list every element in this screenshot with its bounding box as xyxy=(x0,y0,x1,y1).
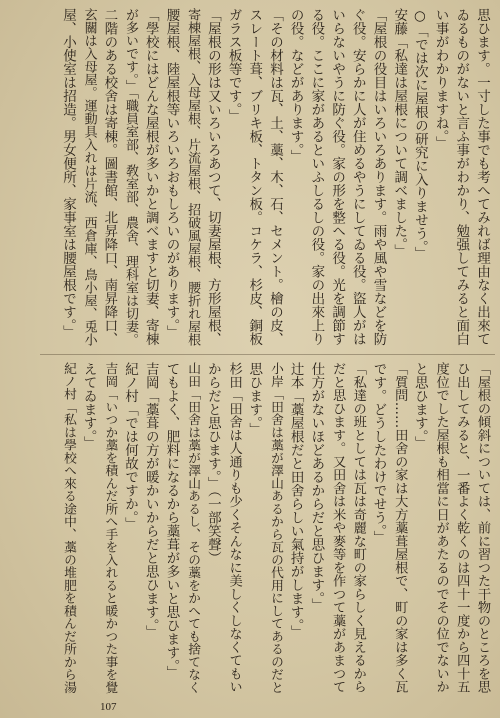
text-column: 思ひます。一寸した事でも考へてみれば理由なく出來て xyxy=(474,8,490,346)
text-column: 辻本「藁屋根だと田舍らしい氣持がします。」 xyxy=(287,362,304,639)
text-column: 「質問……田舍の家は大方藁葺屋根で、町の家は多く瓦 xyxy=(392,362,408,694)
upper-text-block xyxy=(57,8,492,346)
text-column: が多いです。」「職員室部、敎室部、農舍、理科室は切妻。 xyxy=(123,8,139,346)
text-column: 度位でした屋根も相當に日があたるのでその位でないか xyxy=(433,362,449,694)
text-column: えてゐます。」 xyxy=(80,362,97,450)
text-column: 「屋根の役目はいろいろあります。雨や風や雪などを防 xyxy=(370,8,387,346)
text-column: 安藤「私達は屋根について調べました。」 xyxy=(391,8,408,258)
text-column: 仕方がないほどあるからだと思ひます。」 xyxy=(308,362,325,612)
text-column: 杉田「田舍は人通りも少くそんなに美しくしなくてもい xyxy=(226,362,242,694)
text-column: からだと思ひます。」（一部笑聲） xyxy=(204,362,221,565)
text-column: 玄關は入母屋。運動具入れは片流、西倉庫、鳥小屋、兎小 xyxy=(81,8,97,346)
text-column: ぐ役。安らかに人が住めるやうにしてゐる役。盜人がは xyxy=(349,8,366,346)
text-column: 腰屋根、陸屋根等いろいろおもしろいのがあります。」 xyxy=(163,8,180,339)
text-column: の役。などがあります。」 xyxy=(287,8,304,164)
text-column: 小岸「田舍は藁が澤山あるから瓦の代用にしてあるのだと xyxy=(267,362,283,694)
text-column: と思ひます。」 xyxy=(411,362,428,450)
text-column: 二階のある校舍は寄棟。圖書館、北昇降口、南昇降口、 xyxy=(101,8,118,346)
lower-text-block xyxy=(57,362,492,698)
text-column: だと思ひます。又田舍は米や麥等を作つて藁があまつて xyxy=(330,362,346,694)
text-column: ゐるものがないと言ふ事がわかり、勉强してみると面白 xyxy=(453,8,470,346)
text-column: 「學校にはどんな屋根が多いかと調べますと切妻、寄棟 xyxy=(142,8,159,346)
text-column: 「屋根の傾斜については、前に習つた干物のところを思 xyxy=(475,362,490,694)
text-column: 寄棟屋根、入母屋根、片流屋根、招破風屋根、腰折れ屋根 xyxy=(185,8,201,346)
text-column: てもよく、肥料になるから藁葺が多いと思ひます。」 xyxy=(163,362,180,680)
text-column: 屋、小使室は招造。男女便所、家事室は腰屋根です。」 xyxy=(59,8,76,339)
section-divider xyxy=(40,354,495,355)
page-number: 107 xyxy=(100,701,117,713)
text-column: い事がわかりますね。」 xyxy=(432,8,449,150)
text-column: 「その材料は瓦、土、藁、木、石、セメント。檜の皮、 xyxy=(266,8,283,346)
text-column: 山田「田舍は藁が澤山あるし、その藁をかへても捨てなく xyxy=(185,362,201,694)
text-column: スレート葺、ブリキ板、トタン板。コケラ、杉皮、銅板 xyxy=(246,8,263,346)
text-column: ガラス板等です。」 xyxy=(225,8,242,123)
text-column: 紀ノ村「では何故ですか。」 xyxy=(122,362,139,531)
text-column: 吉岡「藁葺の方が暖かいからだと思ひます。」 xyxy=(142,362,159,639)
text-column: る役。ここに家があるといふしるしの役。家の出來上り xyxy=(308,8,325,346)
text-column: です。どうしたわけでせう。」 xyxy=(370,362,387,545)
text-column: 吉岡「いつか藁を積んだ所へ手を入れると暖かつた事を覺 xyxy=(102,362,118,694)
text-column: 紀ノ村「私は學校へ來る途中、藁の堆肥を積んだ所から湯 xyxy=(60,362,76,694)
text-column: 思ひます。」 xyxy=(246,362,263,437)
text-column: ○「では次に屋根の研究に入りませう。」 xyxy=(411,8,428,261)
text-column: 「私達の班としては瓦は奇麗な町の家らしく見えるから xyxy=(350,362,366,694)
text-column: ひ出してみると、一番よく乾くのは四十一度から四十五 xyxy=(454,362,470,694)
text-column: いらないやうに防ぐ役。家の形を整へる役。光を調節す xyxy=(329,8,346,346)
text-column: 「屋根の形は又いろいろあつて、切妻屋根、方形屋根、 xyxy=(204,8,221,346)
